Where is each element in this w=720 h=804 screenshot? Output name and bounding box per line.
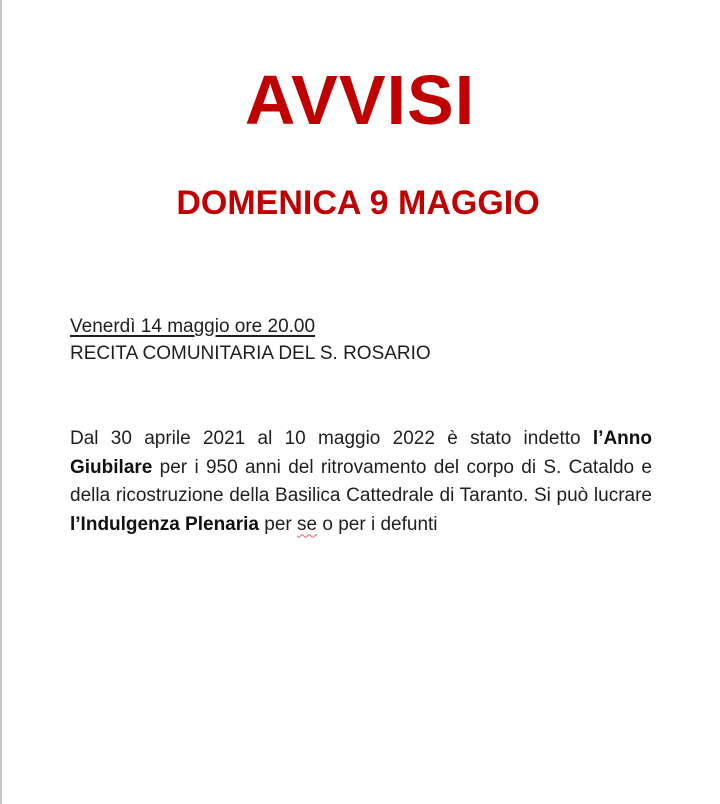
notice-bold-anno-giubilare: l’Anno Giubilare [70,428,652,478]
spellcheck-flagged-word[interactable]: se [297,513,318,535]
page-title: AVVISI [244,61,476,139]
notice-paragraph [70,425,652,539]
event-block [70,313,660,367]
notice-text: o per i defunti [317,513,438,535]
notice-text: per i 950 anni del ritrovamento del corpo di S. Cataldo e della ricostruzione della Basilica Cattedrale di Taranto. Si può lucrare [70,456,652,506]
notice-bold-indulgenza: l’Indulgenza Plenaria [70,513,259,535]
page-subtitle: DOMENICA 9 MAGGIO [176,184,540,222]
event-description: RECITA COMUNITARIA DEL S. ROSARIO [70,343,431,364]
event-date: Venerdì 14 maggio ore 20.00 [70,316,316,337]
notice-text: per [259,513,298,535]
notice-text: Dal 30 aprile 2021 al 10 maggio 2022 è stato indetto [70,428,593,449]
